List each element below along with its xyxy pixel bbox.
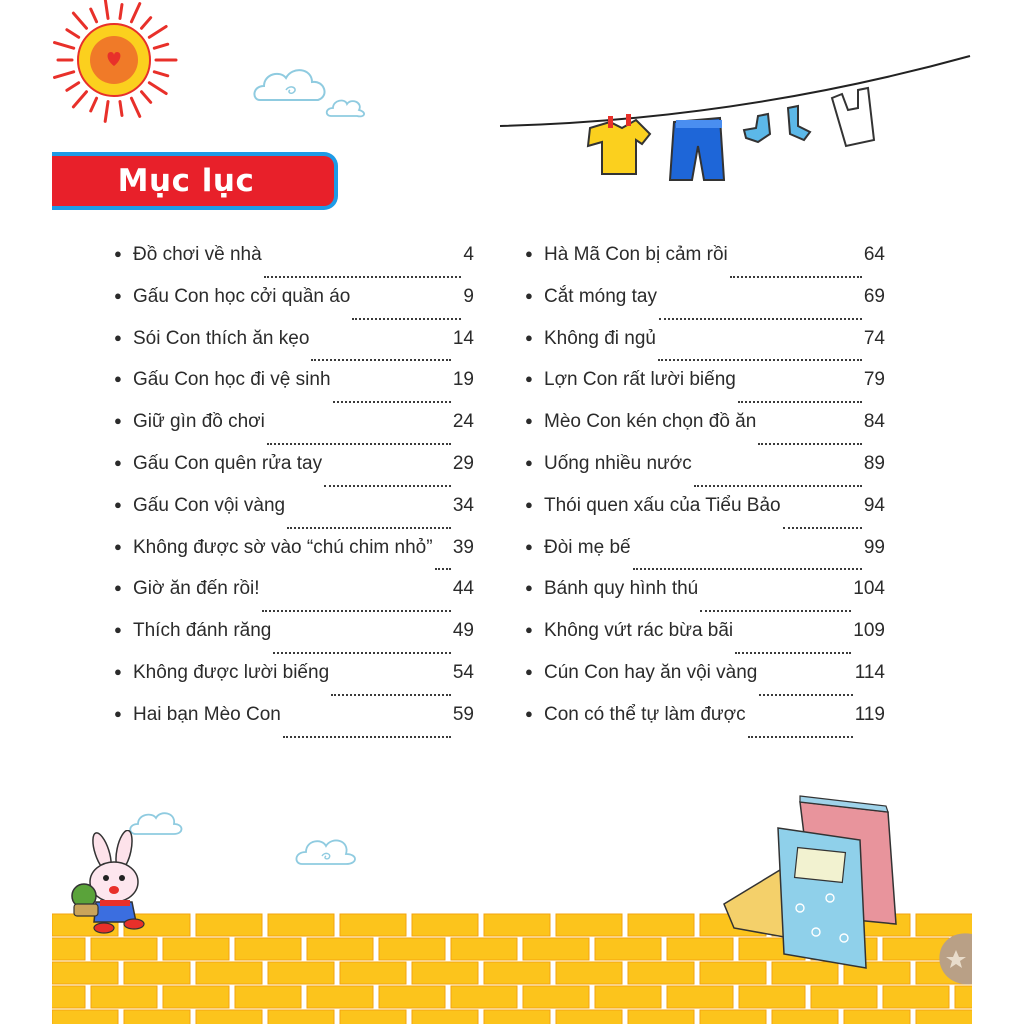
sun-ray <box>73 13 86 28</box>
toc-entry <box>114 620 474 662</box>
sun-ray <box>142 18 151 29</box>
bullet-icon: ● <box>525 496 533 512</box>
bullet-icon: ● <box>525 663 533 679</box>
bullet-icon: ● <box>114 705 122 721</box>
brick <box>667 986 733 1008</box>
toc-entry-title: Không được lười biếng <box>133 661 330 683</box>
toc-entry-page: 14 <box>452 327 474 349</box>
sun-ray <box>55 43 74 49</box>
toc-entry <box>525 369 885 411</box>
brick <box>484 1010 550 1024</box>
dot-leader <box>273 652 450 654</box>
brick <box>628 962 694 984</box>
dot-leader <box>700 610 851 612</box>
toc-entry <box>525 537 885 579</box>
toc-entry <box>114 453 474 495</box>
brick <box>235 986 301 1008</box>
toc-entry-page: 24 <box>452 411 474 433</box>
sun-ray <box>131 98 139 116</box>
toc-entry-page: 49 <box>452 620 474 642</box>
bullet-icon: ● <box>114 454 122 470</box>
brick <box>307 938 373 960</box>
dot-leader <box>333 401 451 403</box>
toc-entry <box>114 328 474 370</box>
cloud-icon <box>294 832 360 872</box>
toc-entry-title: Cắt móng tay <box>544 285 657 307</box>
bullet-icon: ● <box>114 496 122 512</box>
sun-ray <box>105 0 108 18</box>
toc-entry-title: Gấu Con học cởi quần áo <box>133 285 351 307</box>
brick <box>523 986 589 1008</box>
toc-entry-page: 74 <box>863 327 885 349</box>
toc-entry-title: Gấu Con vội vàng <box>133 494 286 516</box>
sun-ray <box>91 98 97 111</box>
bullet-icon: ● <box>525 287 533 303</box>
toc-entry-title: Đòi mẹ bế <box>544 536 631 558</box>
brick <box>595 938 661 960</box>
brick <box>91 938 157 960</box>
brick <box>955 986 972 1008</box>
toc-entry-page: 114 <box>854 661 885 683</box>
toc-entry-title: Gấu Con quên rửa tay <box>133 452 323 474</box>
toc-entry-page: 19 <box>452 369 474 391</box>
brick <box>124 962 190 984</box>
dot-leader <box>758 443 862 445</box>
toc-entry-page: 89 <box>863 452 885 474</box>
toc-entry-page: 4 <box>463 244 474 265</box>
bullet-icon: ● <box>525 371 533 387</box>
bullet-icon: ● <box>114 538 122 554</box>
toc-entry-title: Cún Con hay ăn vội vàng <box>544 661 758 683</box>
toc-entry-title: Thích đánh răng <box>133 620 272 642</box>
brick <box>124 1010 190 1024</box>
dot-leader <box>352 318 461 320</box>
dot-leader <box>633 568 862 570</box>
bullet-icon: ● <box>525 705 533 721</box>
toc-entry-page: 54 <box>452 661 474 683</box>
sun-ray <box>131 4 139 22</box>
dot-leader <box>783 527 862 529</box>
brick <box>268 962 334 984</box>
toc-entry-title: Không đi ngủ <box>544 327 656 349</box>
toc-entry-title: Không được sờ vào “chú chim nhỏ” <box>133 536 433 558</box>
brick <box>556 962 622 984</box>
rabbit-icon <box>66 830 166 934</box>
sun-ray <box>120 5 122 19</box>
toc-entry <box>525 411 885 453</box>
toc-entry-title: Đồ chơi về nhà <box>133 244 262 265</box>
dot-leader <box>435 568 451 570</box>
toc-entry-page: 69 <box>863 285 885 307</box>
dot-leader <box>264 276 462 278</box>
toc-entry-title: Lợn Con rất lười biếng <box>544 369 736 391</box>
brick <box>628 914 694 936</box>
toc-entry-title: Giờ ăn đến rồi! <box>133 578 260 600</box>
toc-entry-page: 99 <box>863 536 885 558</box>
toc-entry <box>525 495 885 537</box>
sun-ray <box>154 72 167 76</box>
star-shape <box>936 932 972 988</box>
brick <box>52 1010 118 1024</box>
bullet-icon: ● <box>114 580 122 596</box>
toc-entry-page: 44 <box>452 578 474 600</box>
toc-entry-title: Hai bạn Mèo Con <box>133 703 281 725</box>
sun-ray <box>142 92 151 103</box>
toc-entry <box>525 704 885 746</box>
toc-entry <box>525 578 885 620</box>
sun-ray <box>67 83 79 91</box>
brick <box>484 962 550 984</box>
brick <box>844 1010 910 1024</box>
toc-title-banner <box>52 152 338 210</box>
dot-leader <box>694 485 862 487</box>
dot-leader <box>748 736 853 738</box>
sun-ray <box>120 102 122 116</box>
toc-entry-page: 39 <box>452 536 474 558</box>
toc-entry-title: Bánh quy hình thú <box>544 578 699 600</box>
toc-entry <box>525 453 885 495</box>
toc-entry <box>114 537 474 579</box>
dot-leader <box>658 359 862 361</box>
sun-ray <box>55 72 74 78</box>
dot-leader <box>283 736 451 738</box>
dot-leader <box>730 276 862 278</box>
brick <box>412 914 478 936</box>
brick <box>556 914 622 936</box>
brick <box>379 938 445 960</box>
brick <box>595 986 661 1008</box>
bullet-icon: ● <box>525 329 533 345</box>
toc-entry <box>114 244 474 286</box>
bullet-icon: ● <box>114 287 122 303</box>
toc-right-column <box>525 244 885 746</box>
dot-leader <box>659 318 862 320</box>
toc-entry-page: 94 <box>863 494 885 516</box>
toc-entry-title: Thói quen xấu của Tiểu Bảo <box>544 494 781 516</box>
brick <box>883 986 949 1008</box>
bullet-icon: ● <box>525 580 533 596</box>
toc-entry-page: 104 <box>853 578 885 600</box>
toc-entry <box>525 244 885 286</box>
cloud-icon <box>325 94 367 122</box>
toc-entry <box>525 620 885 662</box>
brick <box>412 962 478 984</box>
clothesline-icon <box>498 50 974 190</box>
toc-entry <box>114 411 474 453</box>
brick <box>451 938 517 960</box>
toc-entry-title: Hà Mã Con bị cảm rồi <box>544 244 728 265</box>
toc-entry <box>114 578 474 620</box>
bullet-icon: ● <box>525 454 533 470</box>
dot-leader <box>311 359 450 361</box>
bullet-icon: ● <box>114 622 122 638</box>
sun-ray <box>105 102 108 122</box>
toc-entry-page: 79 <box>863 369 885 391</box>
brick <box>739 986 805 1008</box>
brick <box>523 938 589 960</box>
brick <box>412 1010 478 1024</box>
brick <box>307 986 373 1008</box>
bullet-icon: ● <box>114 371 122 387</box>
bullet-icon: ● <box>525 413 533 429</box>
dot-leader <box>324 485 451 487</box>
toc-entry <box>525 286 885 328</box>
dot-leader <box>331 694 451 696</box>
brick <box>451 986 517 1008</box>
brick <box>196 962 262 984</box>
toc-entry-title: Gấu Con học đi vệ sinh <box>133 369 331 391</box>
brick <box>379 986 445 1008</box>
sun-ray <box>149 26 166 37</box>
brick <box>52 962 118 984</box>
toc-entry <box>114 662 474 704</box>
brick <box>811 986 877 1008</box>
dot-leader <box>759 694 852 696</box>
dot-leader <box>267 443 451 445</box>
brick <box>484 914 550 936</box>
brick <box>91 986 157 1008</box>
bullet-icon: ● <box>114 663 122 679</box>
toc-entry <box>114 704 474 746</box>
sun-ray <box>154 44 167 48</box>
toc-entry <box>114 369 474 411</box>
toc-entry-page: 119 <box>854 703 885 725</box>
brick <box>700 1010 766 1024</box>
sun-ray <box>149 83 166 94</box>
dot-leader <box>738 401 862 403</box>
dot-leader <box>287 527 451 529</box>
brick <box>268 1010 334 1024</box>
bullet-icon: ● <box>525 538 533 554</box>
toc-entry-title: Giữ gìn đồ chơi <box>133 411 265 433</box>
brick <box>52 938 85 960</box>
brick <box>268 914 334 936</box>
bullet-icon: ● <box>525 622 533 638</box>
toc-entry-page: 34 <box>452 494 474 516</box>
bullet-icon: ● <box>114 329 122 345</box>
toc-entry-page: 64 <box>863 244 885 265</box>
brick <box>163 986 229 1008</box>
toc-entry-page: 29 <box>452 452 474 474</box>
brick <box>556 1010 622 1024</box>
bullet-icon: ● <box>114 413 122 429</box>
toc-entry <box>114 286 474 328</box>
sun-ray <box>73 92 86 107</box>
bullet-icon: ● <box>525 246 533 261</box>
sun-ray <box>67 30 79 38</box>
brick <box>340 962 406 984</box>
toc-entry-page: 59 <box>452 703 474 725</box>
toc-entry-title: Mèo Con kén chọn đồ ăn <box>544 411 757 433</box>
dot-leader <box>735 652 851 654</box>
toc-entry <box>525 662 885 704</box>
brick <box>340 914 406 936</box>
toc-entry <box>114 495 474 537</box>
sun-icon <box>40 0 190 130</box>
brick <box>196 914 262 936</box>
brick <box>340 1010 406 1024</box>
toc-entry-page: 84 <box>863 411 885 433</box>
toc-entry-page: 109 <box>853 620 885 642</box>
books-icon <box>720 788 900 974</box>
toc-entry-page: 9 <box>463 285 474 307</box>
brick <box>163 938 229 960</box>
toc-left-column <box>114 244 474 746</box>
toc-entry-title: Uống nhiều nước <box>544 452 692 474</box>
toc-entry-title: Sói Con thích ăn kẹo <box>133 327 310 349</box>
brick <box>235 938 301 960</box>
bullet-icon: ● <box>114 246 122 261</box>
dot-leader <box>262 610 451 612</box>
brick <box>52 986 85 1008</box>
toc-entry-title: Không vứt rác bừa bãi <box>544 620 734 642</box>
brick <box>196 1010 262 1024</box>
page-title: Mục lục <box>117 163 255 199</box>
toc-entry-title: Con có thể tự làm được <box>544 703 746 725</box>
sun-ray <box>91 9 97 22</box>
brick <box>916 1010 972 1024</box>
brick <box>628 1010 694 1024</box>
brick <box>772 1010 838 1024</box>
toc-entry <box>525 328 885 370</box>
